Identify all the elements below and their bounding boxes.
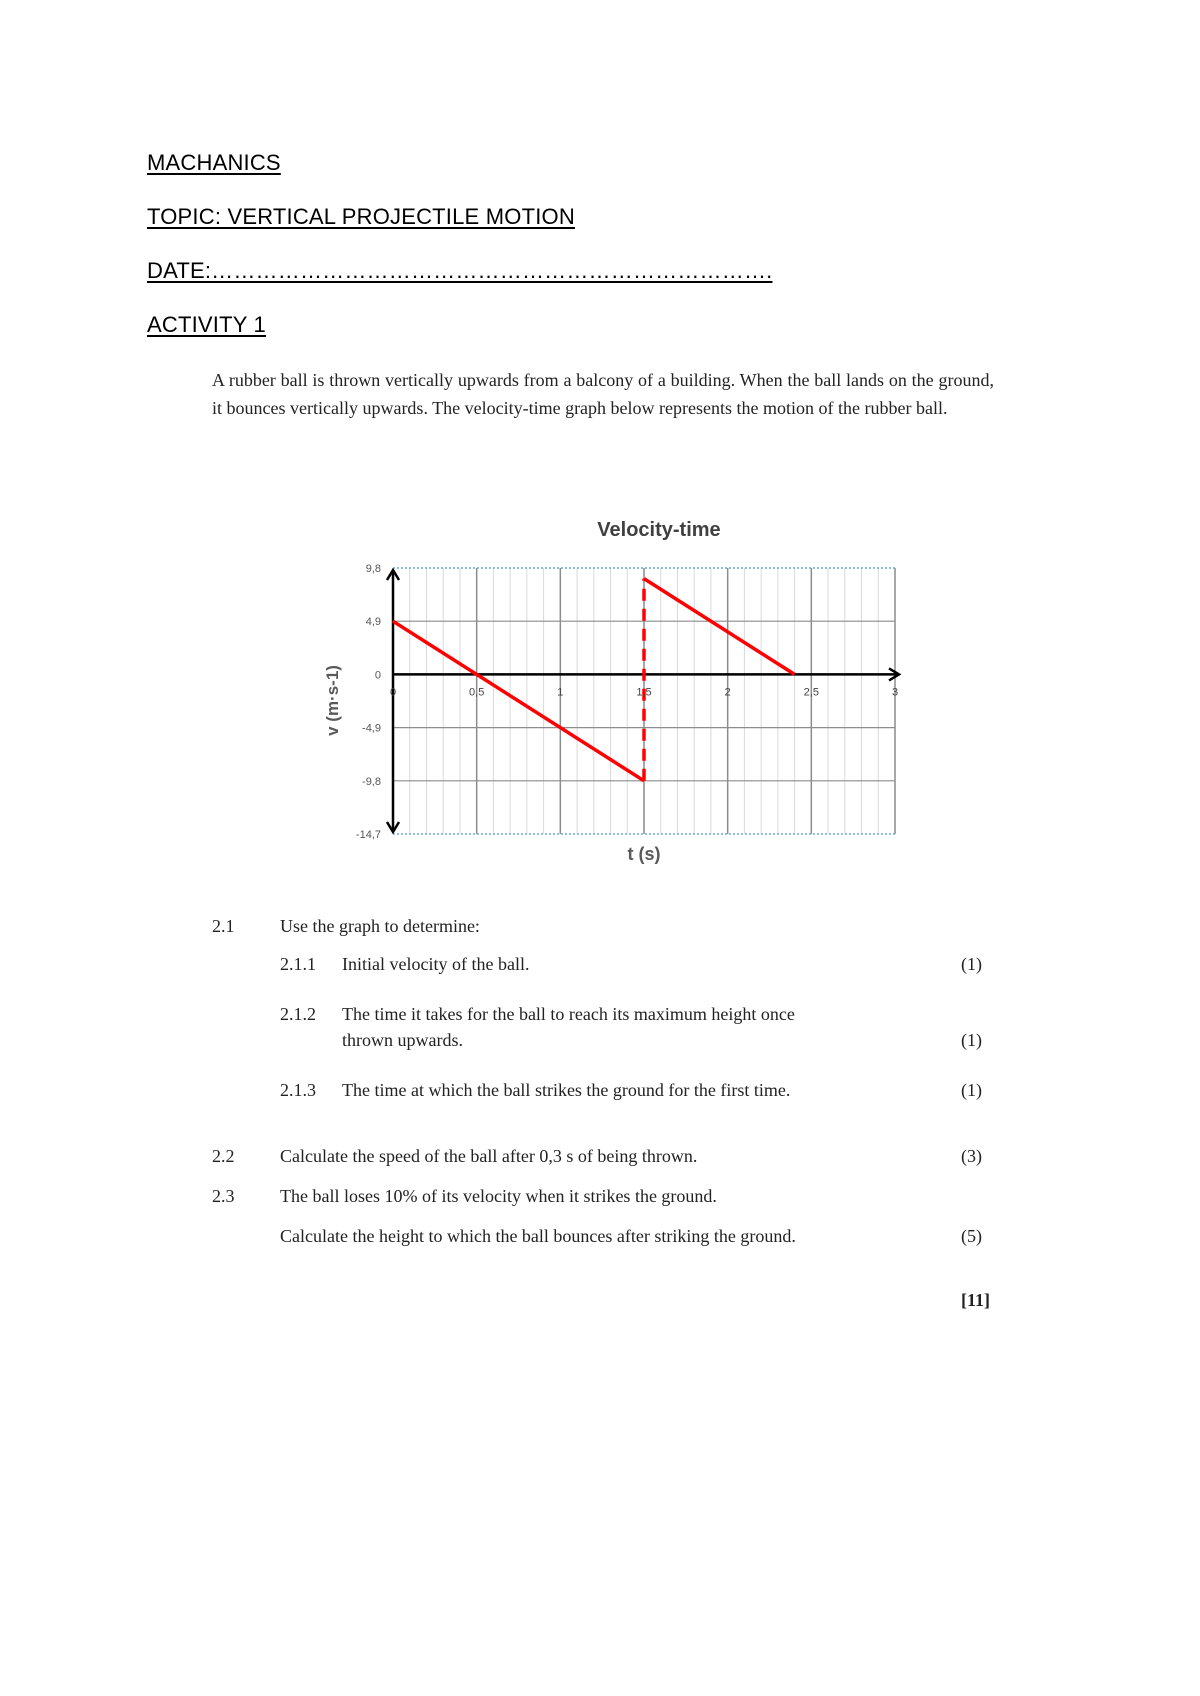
subject-heading: MACHANICS xyxy=(147,150,281,175)
question-number: 2.1.3 xyxy=(280,1080,316,1100)
y-tick-label: 9,8 xyxy=(365,563,381,575)
question-text: The time it takes for the ball to reach its maximum height once xyxy=(342,1004,795,1024)
question-text: Use the graph to determine: xyxy=(280,916,480,936)
question-text: Calculate the speed of the ball after 0,3 s of being thrown. xyxy=(280,1146,698,1166)
question-text-continued: Calculate the height to which the ball bounces after striking the ground. xyxy=(280,1226,796,1246)
chart-grid xyxy=(393,568,895,834)
x-tick-label: 0 xyxy=(389,686,397,699)
velocity-series-line xyxy=(393,621,644,781)
velocity-time-chart xyxy=(300,508,920,868)
x-tick-label: 2 xyxy=(724,686,731,699)
x-tick-label: 1,5 xyxy=(636,686,652,699)
question-marks: (5) xyxy=(961,1226,982,1246)
y-tick-label: -14,7 xyxy=(355,829,381,841)
question-text: The time at which the ball strikes the ground for the first time. xyxy=(342,1080,791,1100)
x-axis-label: t (s) xyxy=(627,844,661,864)
y-tick-label: 0 xyxy=(374,669,381,682)
y-tick-label: -4,9 xyxy=(362,722,381,735)
activity-heading: ACTIVITY 1 xyxy=(147,312,266,337)
velocity-series-line xyxy=(644,579,795,675)
question-marks: (1) xyxy=(961,1030,982,1050)
date-heading: DATE:…………………………………………………………………. xyxy=(147,258,773,283)
total-marks: [11] xyxy=(961,1290,990,1310)
question-text: Initial velocity of the ball. xyxy=(342,954,530,974)
x-tick-label: 3 xyxy=(891,686,899,699)
question-marks: (1) xyxy=(961,954,982,974)
y-tick-label: -9,8 xyxy=(362,775,381,788)
topic-heading: TOPIC: VERTICAL PROJECTILE MOTION xyxy=(147,204,575,229)
question-number: 2.1.2 xyxy=(280,1004,316,1024)
x-tick-label: 2,5 xyxy=(803,686,819,699)
question-number: 2.2 xyxy=(212,1146,235,1166)
x-tick-label: 0,5 xyxy=(469,686,485,699)
question-number: 2.3 xyxy=(212,1186,235,1206)
x-tick-label: 1 xyxy=(557,686,564,699)
chart-title: Velocity-time xyxy=(597,519,721,541)
question-number: 2.1 xyxy=(212,916,235,936)
chart-svg xyxy=(300,508,920,868)
question-marks: (1) xyxy=(961,1080,982,1100)
intro-paragraph: A rubber ball is thrown vertically upwards from a balcony of a building. When the ball lands on the ground, it bounces vertically upwards. The velocity-time graph below represents the motion of the rubber ball. xyxy=(212,370,994,418)
y-axis-label: v (m·s-1) xyxy=(323,665,342,736)
question-marks: (3) xyxy=(961,1146,982,1166)
question-number: 2.1.1 xyxy=(280,954,316,974)
question-text: The ball loses 10% of its velocity when it strikes the ground. xyxy=(280,1186,717,1206)
y-tick-label: 4,9 xyxy=(365,616,381,629)
question-text-continued: thrown upwards. xyxy=(342,1030,463,1050)
